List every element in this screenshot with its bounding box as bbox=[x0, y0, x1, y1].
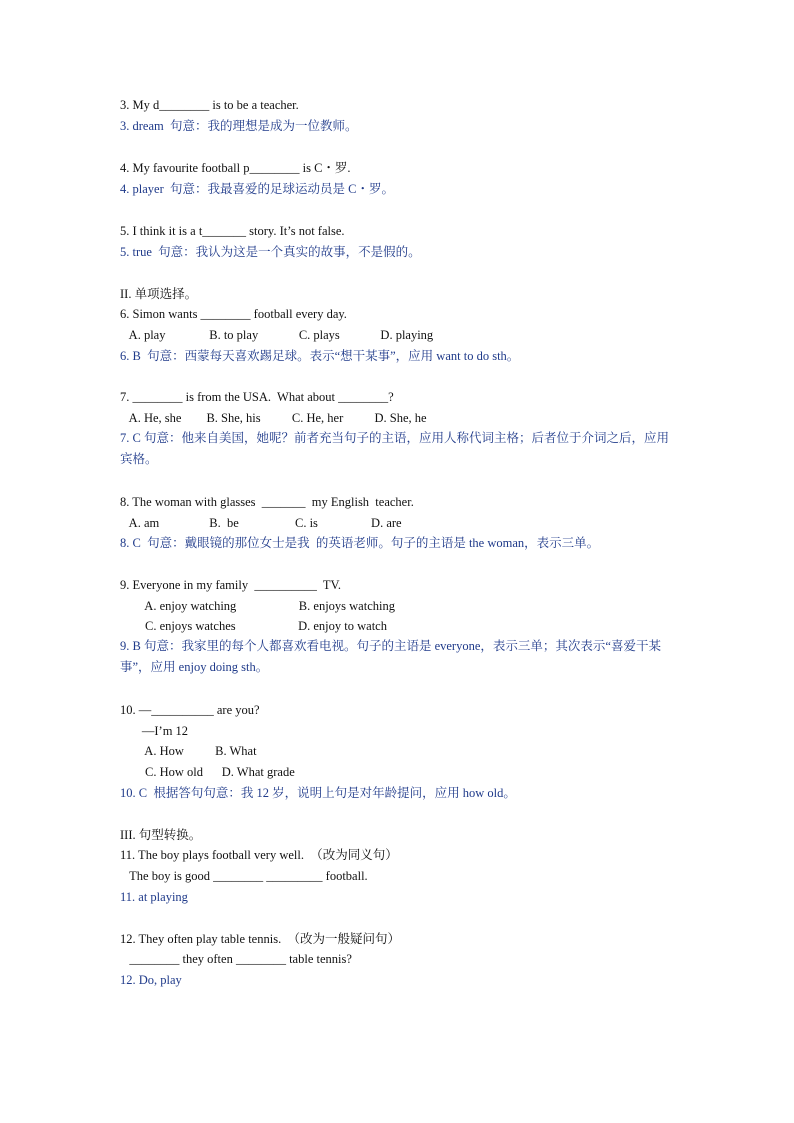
options-10b: C. How old D. What grade bbox=[120, 765, 295, 779]
question-11: 11. The boy plays football very well. （改为同义句） bbox=[120, 848, 398, 862]
options-9b: C. enjoys watches D. enjoy to watch bbox=[120, 619, 387, 633]
answer-5: 5. true 句意：我认为这是一个真实的故事，不是假的。 bbox=[120, 245, 421, 259]
options-6: A. play B. to play C. plays D. playing bbox=[120, 328, 434, 342]
question-12: 12. They often play table tennis. （改为一般疑问句） bbox=[120, 932, 400, 946]
options-10a: A. How B. What bbox=[120, 744, 257, 758]
question-4: 4. My favourite football p________ is C・罗. bbox=[120, 161, 351, 175]
prompt-12: ________ they often ________ table tennis? bbox=[120, 952, 352, 966]
answer-8: 8. C 句意：戴眼镜的那位女士是我 的英语老师。句子的主语是 the woman，表示三单。 bbox=[120, 536, 600, 550]
question-8: 8. The woman with glasses _______ my English teacher. bbox=[120, 495, 414, 509]
answer-6: 6. B 句意：西蒙每天喜欢踢足球。表示“想干某事”，应用 want to do sth。 bbox=[120, 349, 520, 363]
question-6: 6. Simon wants ________ football every day. bbox=[120, 307, 347, 321]
answer-4: 4. player 句意：我最喜爱的足球运动员是 C・罗。 bbox=[120, 182, 394, 196]
answer-7: 7. C 句意：他来自美国，她呢？前者充当句子的主语，应用人称代词主格；后者位于介词之后，应用宾格。 bbox=[120, 431, 669, 466]
prompt-11: The boy is good ________ _________ football. bbox=[120, 869, 368, 883]
reply-10: —I’m 12 bbox=[120, 724, 189, 738]
question-10: 10. —__________ are you? bbox=[120, 703, 260, 717]
section-heading-iii: III. 句型转换。 bbox=[120, 828, 202, 842]
options-8: A. am B. be C. is D. are bbox=[120, 516, 402, 530]
question-5: 5. I think it is a t_______ story. It’s not false. bbox=[120, 224, 345, 238]
answer-3: 3. dream 句意：我的理想是成为一位教师。 bbox=[120, 119, 358, 133]
options-9a: A. enjoy watching B. enjoys watching bbox=[120, 599, 395, 613]
answer-11: 11. at playing bbox=[120, 890, 188, 904]
options-7: A. He, she B. She, his C. He, her D. She, he bbox=[120, 411, 427, 425]
question-7: 7. ________ is from the USA. What about ________? bbox=[120, 390, 394, 404]
section-heading-ii: II. 单项选择。 bbox=[120, 287, 198, 301]
answer-9: 9. B 句意：我家里的每个人都喜欢看电视。句子的主语是 everyone，表示三单；其次表示“喜爱干某事”，应用 enjoy doing sth。 bbox=[120, 639, 661, 674]
answer-12: 12. Do, play bbox=[120, 973, 182, 987]
question-9: 9. Everyone in my family __________ TV. bbox=[120, 578, 342, 592]
question-3: 3. My d________ is to be a teacher. bbox=[120, 98, 299, 112]
answer-10: 10. C 根据答句句意：我 12 岁，说明上句是对年龄提问，应用 how old。 bbox=[120, 786, 516, 800]
